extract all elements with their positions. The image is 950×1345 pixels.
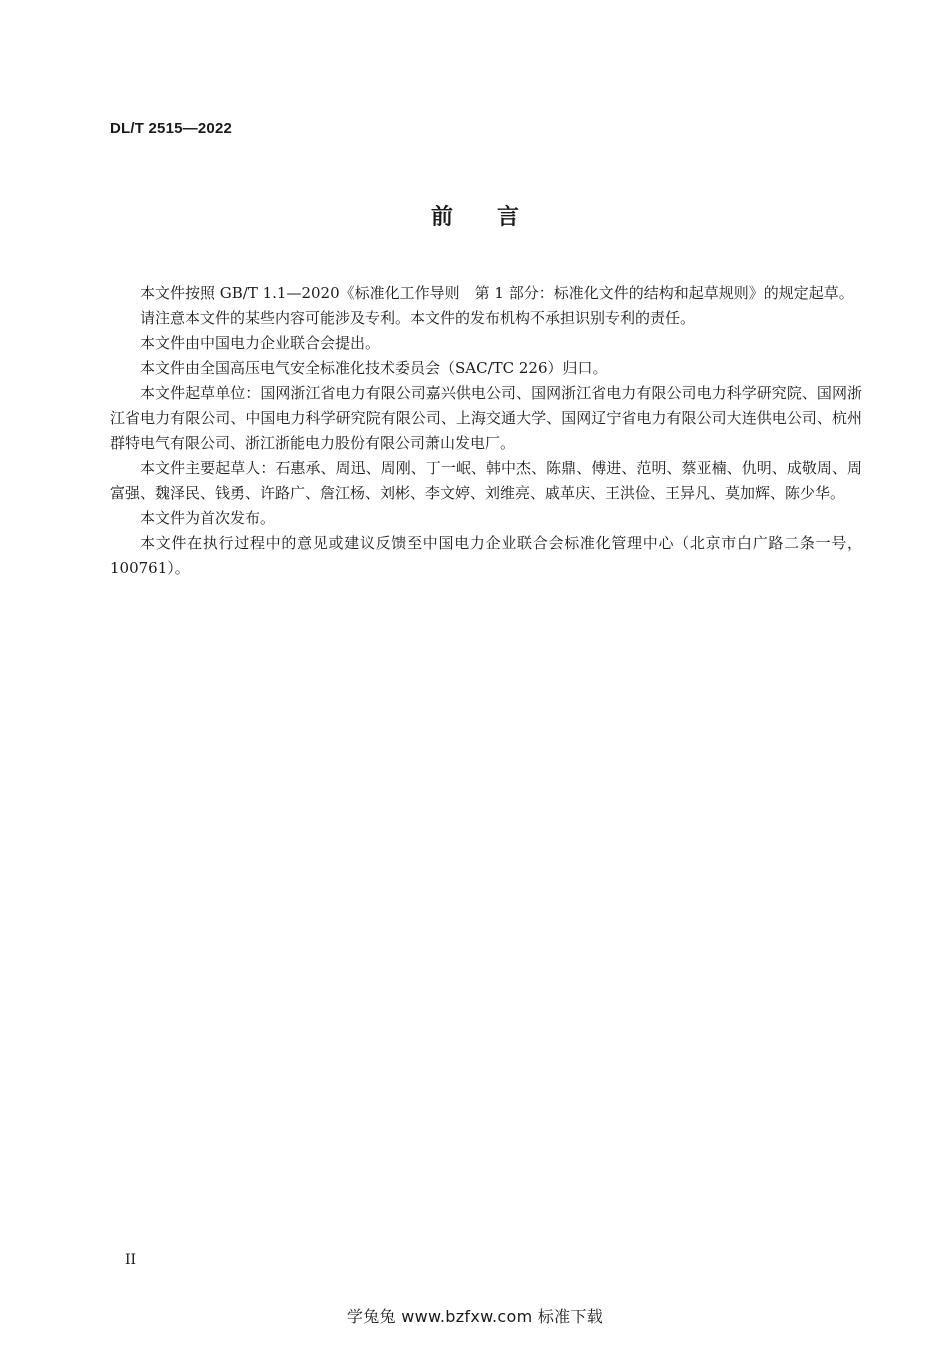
preface-body <box>110 281 862 581</box>
page-title: 前言 <box>430 205 563 230</box>
paragraph-first-release: 本文件为首次发布。 <box>140 509 276 527</box>
paragraph-feedback: 本文件在执行过程中的意见或建议反馈至中国电力企业联合会标准化管理中心（北京市白广路二条一号，100761）。 <box>110 534 862 577</box>
paragraph-drafting-rules: 本文件按照 GB/T 1.1—2020《标准化工作导则 第 1 部分：标准化文件的结构和起草规则》的规定起草。 <box>140 284 854 302</box>
page-number: II <box>125 1252 137 1268</box>
paragraph-proposer: 本文件由中国电力企业联合会提出。 <box>140 334 381 352</box>
paragraph-patent-notice: 请注意本文件的某些内容可能涉及专利。本文件的发布机构不承担识别专利的责任。 <box>140 309 696 327</box>
paragraph-committee: 本文件由全国高压电气安全标准化技术委员会（SAC/TC 226）归口。 <box>140 359 608 377</box>
paragraph-drafting-units: 本文件起草单位：国网浙江省电力有限公司嘉兴供电公司、国网浙江省电力有限公司电力科学研究院、国网浙江省电力有限公司、中国电力科学研究院有限公司、上海交通大学、国网辽宁省电力有限公司大连供电公司、杭州群特电气有限公司、浙江浙能电力股份有限公司萧山发电厂。 <box>110 384 862 452</box>
standard-code: DL/T 2515—2022 <box>110 120 233 137</box>
paragraph-drafters: 本文件主要起草人：石惠承、周迅、周刚、丁一岷、韩中杰、陈鼎、傅进、范明、蔡亚楠、仇明、成敬周、周富强、魏泽民、钱勇、许路广、詹江杨、刘彬、李文婷、刘维亮、戚革庆、王洪俭、王异凡、莫加辉、陈少华。 <box>110 459 862 502</box>
footer-watermark: 学兔兔 www.bzfxw.com 标准下载 <box>346 1307 604 1326</box>
